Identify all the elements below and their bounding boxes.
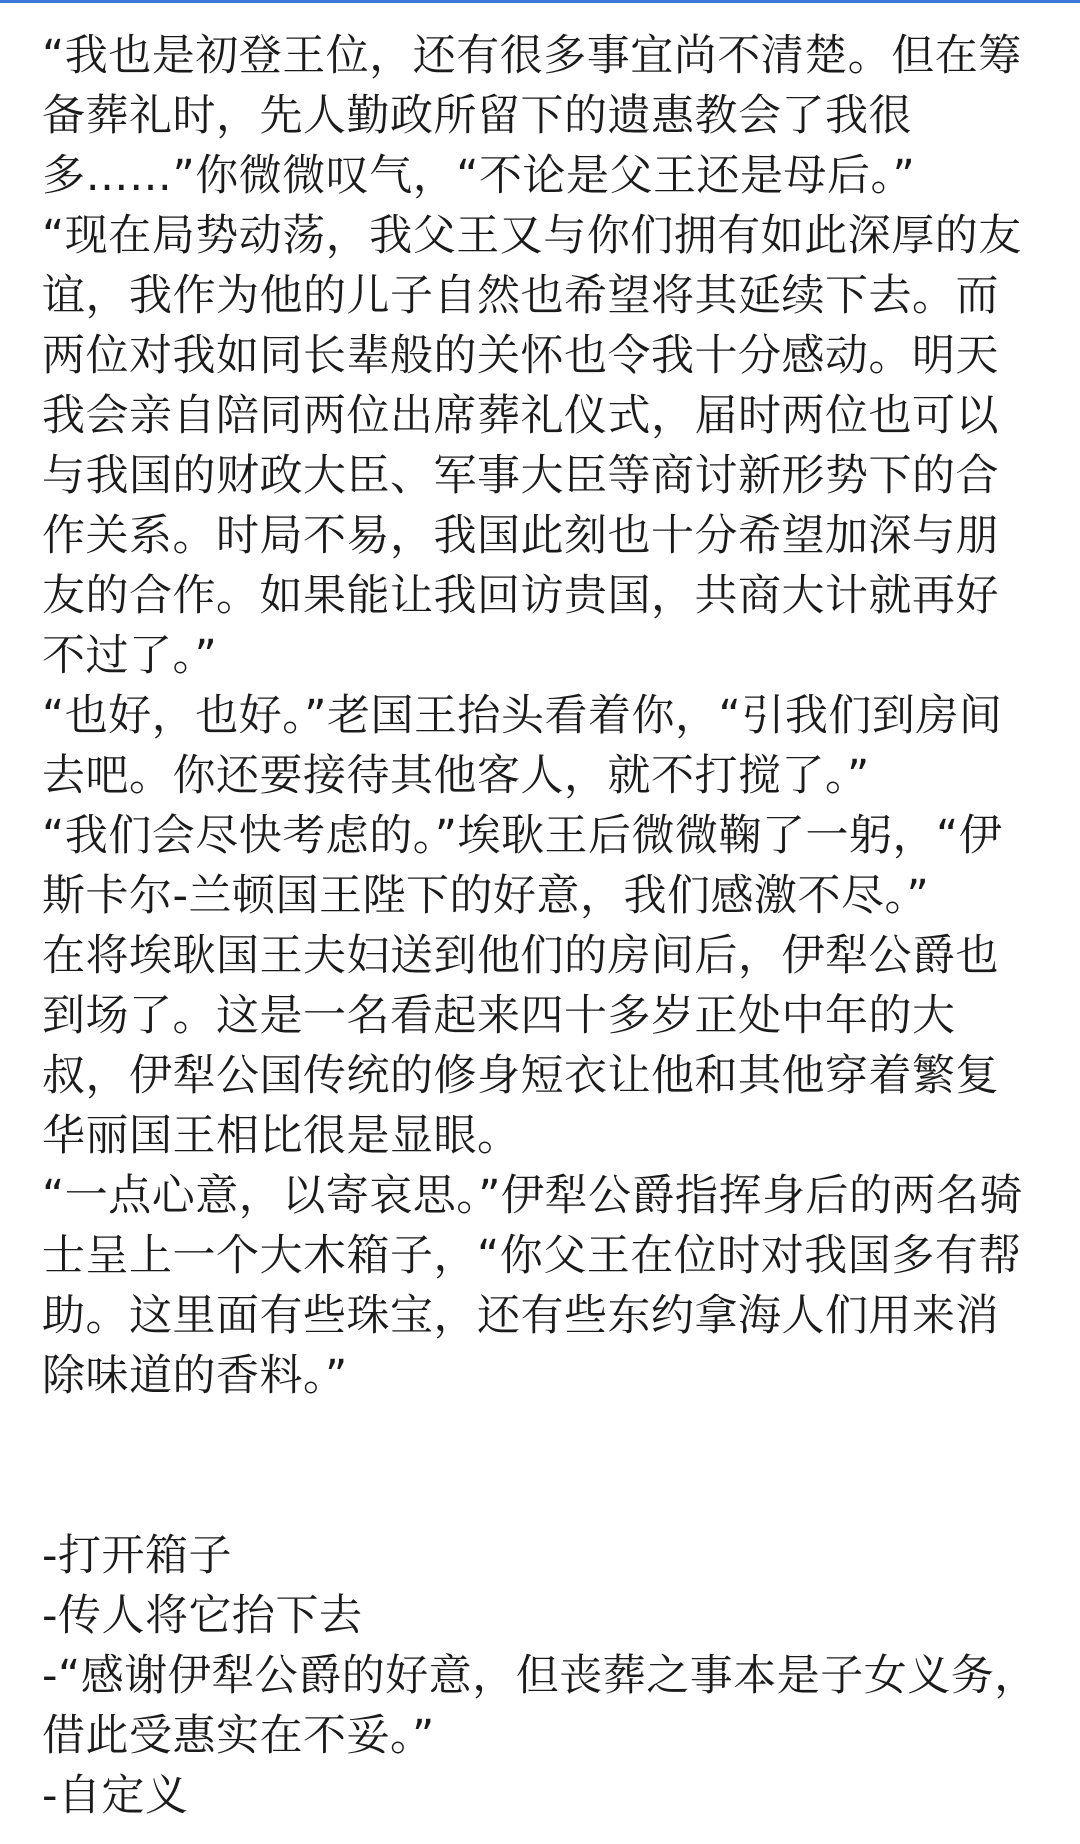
story-text-area: [42, 26, 1042, 1826]
choice-decline-gift[interactable]: -“感谢伊犁公爵的好意，但丧葬之事本是子女义务，借此受惠实在不妥。”: [42, 1651, 1038, 1761]
top-accent-bar: [0, 0, 1080, 3]
choice-list: [42, 1526, 1042, 1826]
story-paragraph-4: “我们会尽快考虑的。”埃耿王后微微鞠了一躬，“伊斯卡尔-兰顿国王陛下的好意，我们感激不尽。”: [42, 811, 1003, 921]
story-paragraph-1: “我也是初登王位，还有很多事宜尚不清楚。但在筹备葬礼时，先人勤政所留下的遗惠教会了我很多……”你微微叹气，“不论是父王还是母后。”: [42, 31, 1022, 201]
story-paragraph-2: “现在局势动荡，我父王又与你们拥有如此深厚的友谊，我作为他的儿子自然也希望将其延续下去。而两位对我如同长辈般的关怀也令我十分感动。明天我会亲自陪同两位出席葬礼仪式，届时两位也可以与我国的财政大臣、军事大臣等商讨新形势下的合作关系。时局不易，我国此刻也十分希望加深与朋友的合作。如果能让我回访贵国，共商大计就再好不过了。”: [42, 211, 1022, 681]
choice-carry-away[interactable]: -传人将它抬下去: [42, 1591, 363, 1641]
story-paragraph-6: “一点心意，以寄哀思。”伊犁公爵指挥身后的两名骑士呈上一个大木箱子，“你父王在位时对我国多有帮助。这里面有些珠宝，还有些东约拿海人们用来消除味道的香料。”: [42, 1171, 1024, 1401]
choice-custom[interactable]: -自定义: [42, 1771, 189, 1821]
choice-open-box[interactable]: -打开箱子: [42, 1531, 233, 1581]
blank-spacer: [42, 1406, 1042, 1526]
story-paragraph-3: “也好，也好。”老国王抬头看着你，“引我们到房间去吧。你还要接待其他客人，就不打搅了。”: [42, 691, 1003, 801]
story-paragraph-5: 在将埃耿国王夫妇送到他们的房间后，伊犁公爵也到场了。这是一名看起来四十多岁正处中年的大叔，伊犁公国传统的修身短衣让他和其他穿着繁复华丽国王相比很是显眼。: [42, 931, 999, 1161]
